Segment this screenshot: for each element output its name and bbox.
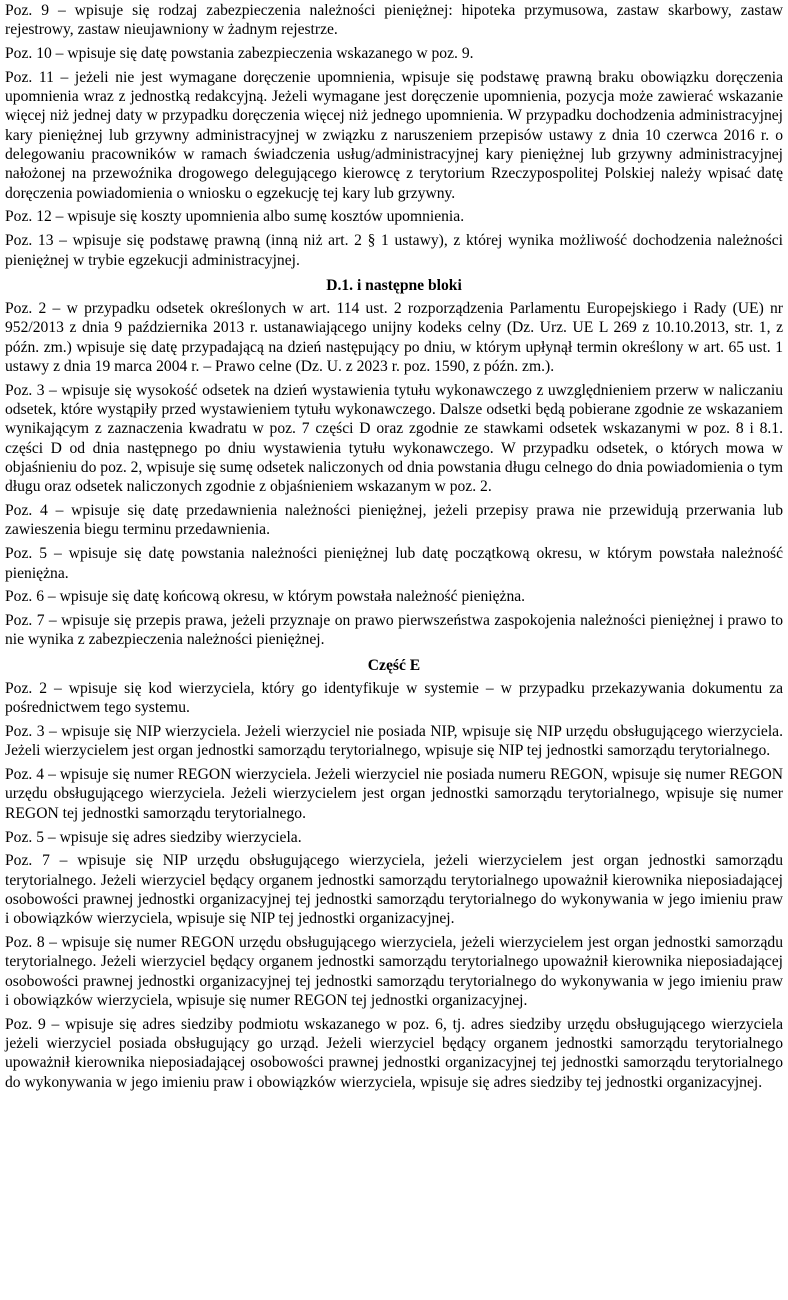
paragraph: Poz. 7 – wpisuje się NIP urzędu obsługującego wierzyciela, jeżeli wierzycielem jest organ jednostki samorządu terytorialnego. Jeżeli wierzyciel będący organem jednostki samorządu terytorialnego upoważnił kierownika nieposiadającej osobowości prawnej jednostki organizacyjnej tej jednostki samorządu terytorialnego do wykonywania w jego imieniu praw i obowiązków wierzyciela, wpisuje się NIP tej jednostki organizacyjnej. — [5, 852, 783, 928]
paragraph: Poz. 11 – jeżeli nie jest wymagane doręczenie upomnienia, wpisuje się podstawę prawną braku obowiązku doręczenia upomnienia wraz z jednostką redakcyjną. Jeżeli wymagane jest doręczenie upomnienia, pozycja może zawierać wskazanie więcej niż jednej daty w przypadku doręczenia więcej niż jednego upomnienia. W przypadku dochodzenia administracyjnej kary pieniężnej lub grzywny administracyjnej w związku z naruszeniem przepisów ustawy z dnia 10 czerwca 2016 r. o delegowaniu pracowników w ramach świadczenia usług/administracyjnej kary pieniężnej lub grzywny administracyjnej nałożonej na przewoźnika drogowego delegującego kierowcę z terytorium Rzeczypospolitej Polskiej należy wpisać datę doręczenia powiadomienia o wniosku o egzekucję tej kary lub grzywny. — [5, 68, 783, 202]
paragraph: Poz. 13 – wpisuje się podstawę prawną (inną niż art. 2 § 1 ustawy), z której wynika możliwość dochodzenia należności pieniężnej w trybie egzekucji administracyjnej. — [5, 232, 783, 269]
section-part-e — [5, 656, 783, 1092]
paragraph: Poz. 7 – wpisuje się przepis prawa, jeżeli przyznaje on prawo pierwszeństwa zaspokojenia należności pieniężnej i prawo to nie wynika z zabezpieczenia należności pieniężnej. — [5, 612, 783, 649]
paragraph: Poz. 12 – wpisuje się koszty upomnienia albo sumę kosztów upomnienia. — [5, 208, 465, 226]
paragraph: Poz. 9 – wpisuje się adres siedziby podmiotu wskazanego w poz. 6, tj. adres siedziby urzędu obsługującego wierzyciela jeżeli wierzyciel posiada obsługujący go urząd. Jeżeli wierzyciel będący organem jednostki samorządu terytorialnego upoważnił kierownika nieposiadającej osobowości prawnej jednostki organizacyjnej tej jednostki samorządu terytorialnego do wykonywania w jego imieniu praw i obowiązków wierzyciela, wpisuje się adres siedziby tej jednostki organizacyjnej. — [5, 1015, 783, 1091]
paragraph: Poz. 8 – wpisuje się numer REGON urzędu obsługującego wierzyciela, jeżeli wierzycielem jest organ jednostki samorządu terytorialnego. Jeżeli wierzyciel będący organem jednostki samorządu terytorialnego upoważnił kierownika nieposiadającej osobowości prawnej jednostki organizacyjnej tej jednostki samorządu terytorialnego do wykonywania w jego imieniu praw i obowiązków wierzyciela, wpisuje się numer REGON tej jednostki organizacyjnej. — [5, 934, 783, 1009]
paragraph: Poz. 2 – wpisuje się kod wierzyciela, który go identyfikuje w systemie – w przypadku przekazywania dokumentu za pośrednictwem tego systemu. — [5, 680, 783, 717]
paragraph: Poz. 4 – wpisuje się numer REGON wierzyciela. Jeżeli wierzyciel nie posiada numeru REGON, wpisuje się numer REGON urzędu obsługującego wierzyciela. Jeżeli wierzycielem jest organ jednostki samorządu terytorialnego, wpisuje się numer REGON tej jednostki samorządu terytorialnego. — [5, 766, 783, 822]
paragraph: Poz. 9 – wpisuje się rodzaj zabezpieczenia należności pieniężnej: hipoteka przymusowa, zastaw skarbowy, zastaw rejestrowy, zastaw nieujawniony w żadnym rejestrze. — [5, 2, 783, 39]
paragraph: Poz. 5 – wpisuje się adres siedziby wierzyciela. — [5, 828, 302, 846]
section-heading: D.1. i następne bloki — [326, 276, 462, 294]
section-heading: Część E — [367, 656, 421, 674]
paragraph: Poz. 5 – wpisuje się datę powstania należności pieniężnej lub datę początkową okresu, w którym powstała należność pieniężna. — [5, 545, 783, 582]
paragraph: Poz. 3 – wpisuje się wysokość odsetek na dzień wystawienia tytułu wykonawczego z uwzględnieniem przerw w naliczaniu odsetek, które wystąpiły przed wystawieniem tytułu wykonawczego. Dalsze odsetki będą pobierane zgodnie ze wskazaniem wynikającym z zaznaczenia kwadratu w poz. 7 części D oraz zgodnie ze stawkami odsetek wskazanymi w poz. 8 i 8.1. części D od dnia następnego po dniu wystawienia tytułu wykonawczego. W przypadku odsetek, o których mowa w objaśnieniu do poz. 2, wpisuje się sumę odsetek naliczonych od dnia powstania długu celnego do dnia powiadomienia o tym długu oraz odsetek naliczonych zgodnie z objaśnieniem wskazanym w poz. 2. — [5, 381, 783, 496]
paragraph: Poz. 3 – wpisuje się NIP wierzyciela. Jeżeli wierzyciel nie posiada NIP, wpisuje się NIP urzędu obsługującego wierzyciela. Jeżeli wierzycielem jest organ jednostki samorządu terytorialnego, wpisuje się NIP tej jednostki samorządu terytorialnego. — [5, 723, 783, 760]
paragraph: Poz. 4 – wpisuje się datę przedawnienia należności pieniężnej, jeżeli przepisy prawa nie przewidują przerwania lub zawieszenia biegu terminu przedawnienia. — [5, 502, 783, 539]
document-page — [5, 0, 783, 1092]
paragraph: Poz. 6 – wpisuje się datę końcową okresu, w którym powstała należność pieniężna. — [5, 588, 526, 606]
paragraph: Poz. 10 – wpisuje się datę powstania zabezpieczenia wskazanego w poz. 9. — [5, 45, 474, 63]
paragraph: Poz. 2 – w przypadku odsetek określonych w art. 114 ust. 2 rozporządzenia Parlamentu Europejskiego i Rady (UE) nr 952/2013 z dnia 9 października 2013 r. ustanawiającego unijny kodeks celny (Dz. Urz. UE L 269 z 10.10.2013, str. 1, z późn. zm.) wpisuje się datę przypadającą na dzień następujący po dniu, w którym upłynął termin określony w art. 65 ust. 1 ustawy z dnia 19 marca 2004 r. – Prawo celne (Dz. U. z 2023 r. poz. 1590, z późn. zm.). — [5, 300, 783, 376]
section-d1 — [5, 276, 783, 650]
section-part-d-continued — [5, 1, 783, 270]
